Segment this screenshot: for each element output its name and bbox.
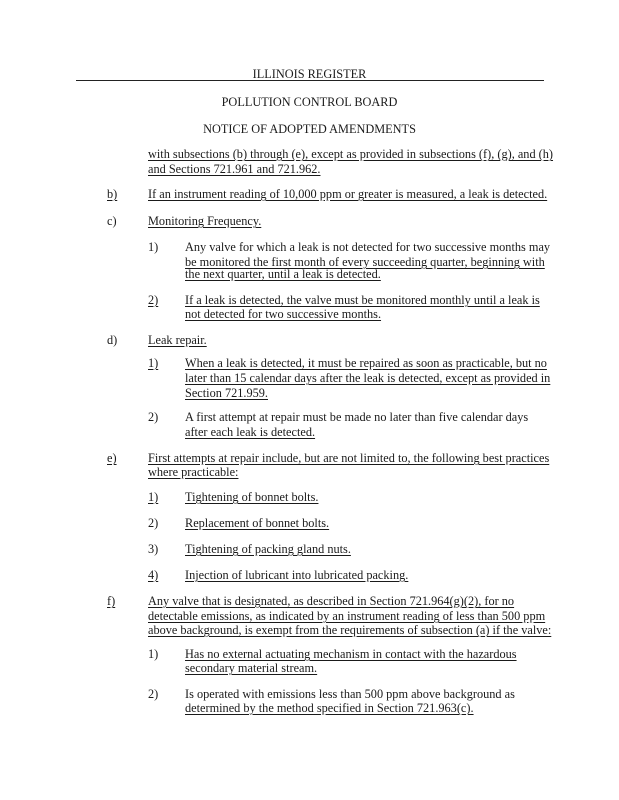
subsection-f-line: detectable emissions, as indicated by an instrument reading of less than 500 ppm (148, 609, 546, 623)
intro-line: and Sections 721.961 and 721.962. (148, 162, 321, 176)
item-line: When a leak is detected, it must be repaired as soon as practicable, but no (185, 356, 547, 370)
item-number: 1) (148, 490, 159, 504)
item-line: determined by the method specified in Section 721.963(c). (185, 701, 474, 715)
subsection-label-f: f) (107, 594, 116, 608)
subsection-b-text: If an instrument reading of 10,000 ppm or greater is measured, a leak is detected. (148, 187, 548, 201)
item-line: Section 721.959. (185, 386, 268, 400)
item-line: Has no external actuating mechanism in contact with the hazardous (185, 647, 517, 661)
item-line: Replacement of bonnet bolts. (185, 516, 330, 530)
item-number: 2) (148, 293, 159, 307)
board-title: POLLUTION CONTROL BOARD (221, 95, 398, 109)
item-line: be monitored the first month of every succeeding quarter, beginning with (185, 255, 545, 269)
item-line: If a leak is detected, the valve must be monitored monthly until a leak is (185, 293, 540, 307)
item-line: later than 15 calendar days after the leak is detected, except as provided in (185, 371, 551, 385)
subsection-label-c: c) (107, 214, 117, 228)
item-line: Any valve for which a leak is not detected for two successive months may (185, 240, 551, 254)
item-line: the next quarter, until a leak is detected. (185, 267, 381, 281)
item-number: 1) (148, 356, 159, 370)
item-line: Tightening of bonnet bolts. (185, 490, 319, 504)
item-number: 2) (148, 410, 159, 424)
item-number: 1) (148, 240, 159, 254)
subsection-label-e: e) (107, 451, 117, 465)
item-line: A first attempt at repair must be made no later than five calendar days (185, 410, 529, 424)
item-line: Injection of lubricant into lubricated packing. (185, 568, 409, 582)
notice-title: NOTICE OF ADOPTED AMENDMENTS (203, 122, 416, 136)
subsection-f-line: above background, is exempt from the requirements of subsection (a) if the valve: (148, 623, 552, 637)
subsection-f-line: Any valve that is designated, as described in Section 721.964(g)(2), for no (148, 594, 515, 608)
subsection-e-line: First attempts at repair include, but are not limited to, the following best practices (148, 451, 550, 465)
subsection-label-d: d) (107, 333, 118, 347)
register-title: ILLINOIS REGISTER (252, 67, 367, 81)
subsection-d-title: Leak repair. (148, 333, 207, 347)
item-line: Tightening of packing gland nuts. (185, 542, 351, 556)
item-number: 2) (148, 687, 159, 701)
item-line: not detected for two successive months. (185, 307, 382, 321)
item-number: 3) (148, 542, 159, 556)
item-number: 1) (148, 647, 159, 661)
item-line: after each leak is detected. (185, 425, 316, 439)
item-number: 4) (148, 568, 159, 582)
subsection-c-title: Monitoring Frequency. (148, 214, 262, 228)
subsection-e-line: where practicable: (148, 465, 239, 479)
item-line: Is operated with emissions less than 500 ppm above background as (185, 687, 515, 701)
item-number: 2) (148, 516, 159, 530)
subsection-label-b: b) (107, 187, 118, 201)
item-line: secondary material stream. (185, 661, 318, 675)
intro-line: with subsections (b) through (e), except as provided in subsections (f), (g), and (h) (148, 147, 554, 161)
